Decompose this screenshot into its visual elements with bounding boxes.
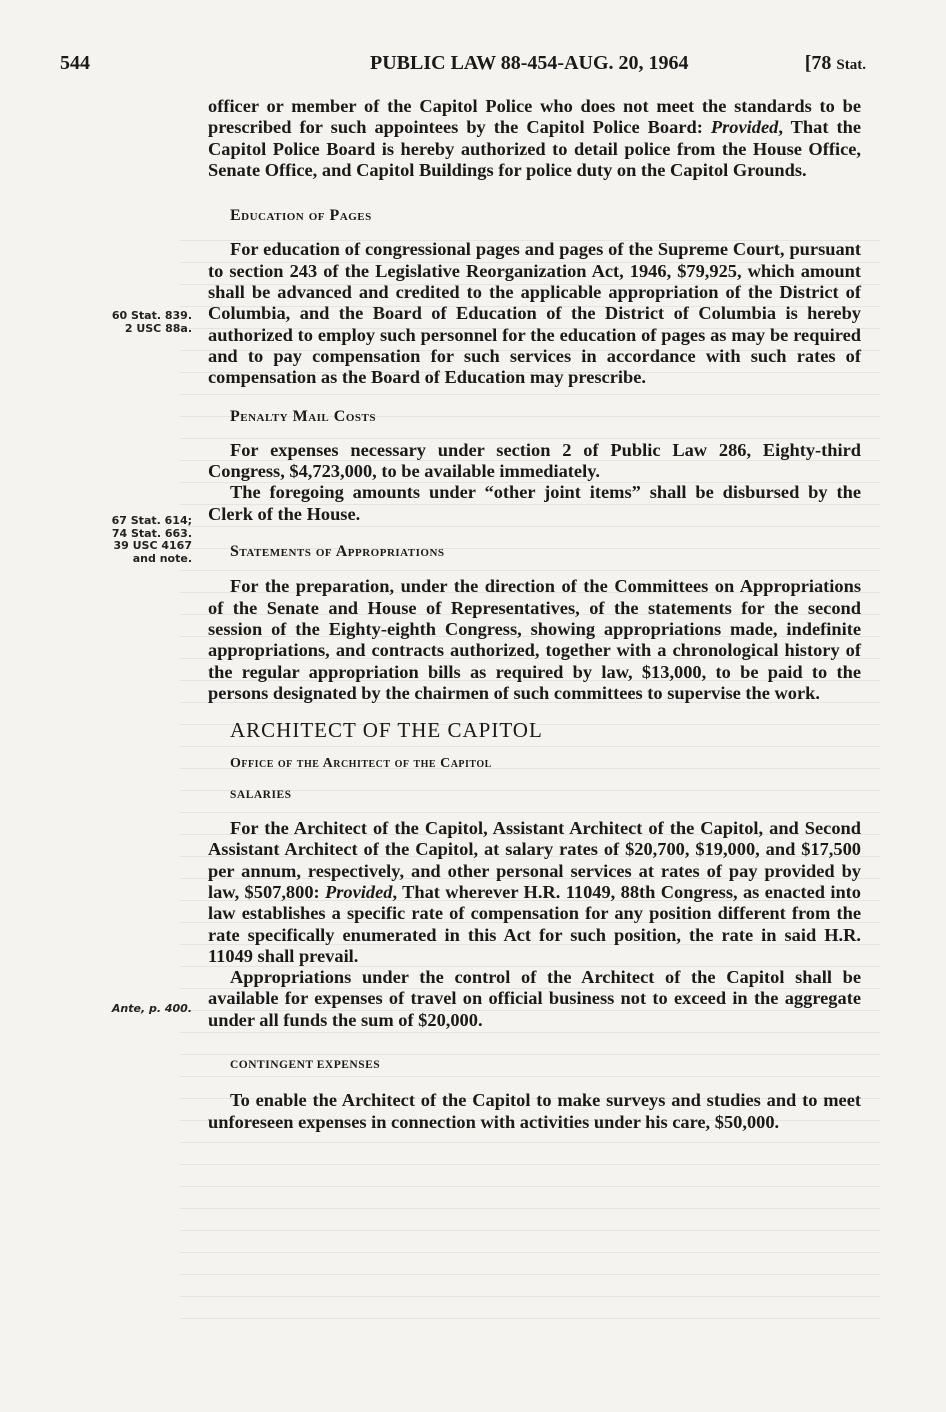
- salaries-paragraph: [208, 818, 861, 967]
- salaries-text-pre: For the Architect of the Capitol, Assistant Architect of the Capitol, and Second Assistant Architect of the Capitol, at salary rates of $20,700, $19,000, and $17,500 per annum, respectively, and other personal services at rates of pay provided by law, $507,800:: [208, 818, 861, 902]
- travel-paragraph: Appropriations under the control of the Architect of the Capitol shall be available for expenses of travel on official business not to exceed in the aggregate under all funds the sum of $20,000.: [208, 967, 861, 1030]
- law-title: PUBLIC LAW 88-454-AUG. 20, 1964: [370, 52, 689, 74]
- architect-heading: ARCHITECT OF THE CAPITOL: [230, 718, 543, 743]
- penalty-paragraph-2: The foregoing amounts under “other joint items” shall be disbursed by the Clerk of the House.: [208, 482, 861, 524]
- margin-note-penalty: [60, 515, 192, 565]
- statute-word: Stat.: [836, 57, 866, 73]
- running-head: [60, 52, 866, 84]
- proviso-word: Provided: [710, 117, 779, 138]
- statements-heading: Statements of Appropriations: [230, 543, 445, 561]
- opening-paragraph: [208, 96, 861, 181]
- margin-note-education: [60, 310, 192, 335]
- statements-paragraph: For the preparation, under the direction of the Committees on Appropriations of the Senate and House of Representatives, of the statements for the second session of the Eighty-eighth Congress, showing appropriations made, indefinite appropriations, and contracts authorized, together with a chronological history of the regular appropriation bills as required by law, $13,000, to be paid to the persons designated by the chairmen of such committees to supervise the work.: [208, 576, 861, 703]
- contingent-heading: CONTINGENT EXPENSES: [230, 1058, 381, 1071]
- margin-note-line: 39 USC 4167: [113, 539, 192, 552]
- margin-note-line: 74 Stat. 663.: [111, 526, 192, 540]
- contingent-paragraph: To enable the Architect of the Capitol to make surveys and studies and to meet unforeseen expenses in connection with activities under his care, $50,000.: [208, 1090, 861, 1132]
- salaries-heading: SALARIES: [230, 788, 292, 801]
- proviso-word: Provided: [325, 881, 393, 902]
- salaries-text-post: , That wherever H.R. 11049, 88th Congress, as enacted into law establishes a specific rate of compensation for any position different from the rate specifically enumerated in this Act for such position, the rate in said H.R. 11049 shall prevail.: [208, 881, 861, 966]
- margin-note-line: 2 USC 88a.: [124, 321, 192, 335]
- office-heading: Office of the Architect of the Capitol: [230, 756, 492, 772]
- statute-reference: [805, 52, 866, 75]
- penalty-heading: Penalty Mail Costs: [230, 407, 376, 425]
- margin-note-line: and note.: [132, 551, 192, 565]
- education-heading: Education of Pages: [230, 207, 372, 225]
- statute-prefix: [78: [804, 52, 837, 74]
- opening-text-post: , That the Capitol Police Board is hereby authorized to detail police from the House Office, Senate Office, and Capitol Buildings for police duty on the Capitol Grounds.: [208, 117, 861, 180]
- opening-text-pre: officer or member of the Capitol Police who does not meet the standards to be prescribed for such appointees by the Capitol Police Board:: [208, 96, 861, 138]
- margin-note-line: 60 Stat. 839.: [111, 309, 192, 322]
- body-text: [208, 96, 861, 1133]
- penalty-paragraph-1: For expenses necessary under section 2 of Public Law 286, Eighty-third Congress, $4,723,000, to be available immediately.: [208, 439, 861, 482]
- page-number: 544: [60, 52, 90, 74]
- education-paragraph: For education of congressional pages and pages of the Supreme Court, pursuant to section 243 of the Legislative Reorganization Act, 1946, $79,925, which amount shall be advanced and credited to the applicable appropriation of the District of Columbia, and the Board of Education of the District of Columbia is hereby authorized to employ such personnel for the education of pages as may be required and to pay compensation for such services in accordance with such rates of compensation as the Board of Education may prescribe.: [208, 239, 861, 388]
- margin-note-line: 67 Stat. 614;: [111, 514, 192, 527]
- margin-note-ante: Ante, p. 400.: [111, 1002, 192, 1015]
